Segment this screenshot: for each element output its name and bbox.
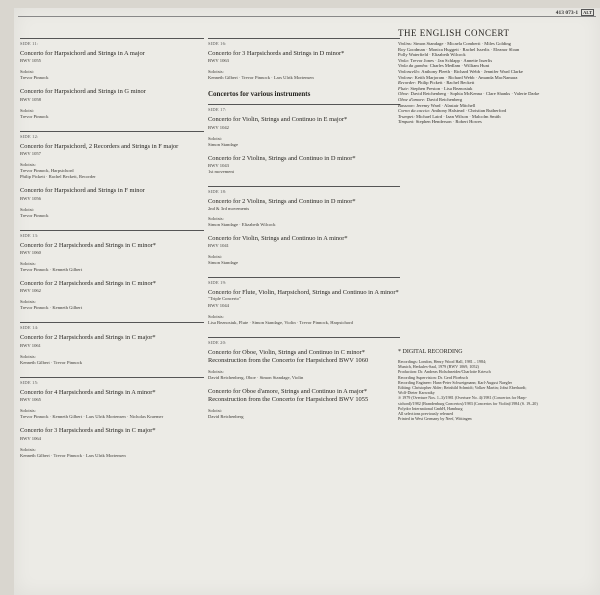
column-left xyxy=(20,34,204,459)
side-label: SIDE 18: xyxy=(208,189,227,195)
side-label: SIDE 11: xyxy=(20,41,39,46)
soloists: Trevor Pinnock xyxy=(20,212,49,218)
side-block xyxy=(20,230,204,319)
ensemble-title: THE ENGLISH CONCERT xyxy=(398,28,510,38)
side-block xyxy=(208,104,400,182)
roster-line: Violins: Simon Standage · Micaela Comberti · Miles Golding xyxy=(398,41,511,46)
soloists-label: Soloist: xyxy=(208,408,223,414)
soloists-label: Soloists: xyxy=(20,353,36,359)
soloists-label: Soloists: xyxy=(20,446,36,452)
work-title: Concerto for 2 Harpsichords and Strings in C major* xyxy=(20,334,156,342)
work-title: Concerto for Harpsichord and Strings in A major xyxy=(20,50,145,57)
soloists: David Reichenberg, Oboe · Simon Standage, Violin xyxy=(208,375,304,381)
soloists: Trevor Pinnock · Kenneth Gilbert · Lars Ulrik Mortensen · Nicholas Kraemer xyxy=(20,414,164,420)
work-title: Concerto for 3 Harpsichords and Strings in D minor* xyxy=(208,50,345,57)
work-title: Concerto for Violin, Strings and Continuo in E major* xyxy=(208,116,348,124)
side-block xyxy=(20,377,204,459)
credits xyxy=(398,359,598,421)
soloists-label: Soloists: xyxy=(208,215,224,221)
column-right xyxy=(398,28,598,421)
work-title: Concerto for 2 Violins, Strings and Continuo in D minor* xyxy=(208,154,356,162)
roster-line: Viola: Trevor Jones · Jan Schlapp · Annette Isserlis xyxy=(398,57,493,63)
top-rule xyxy=(18,16,596,17)
soloists-label: Soloists: xyxy=(208,314,224,320)
column-middle xyxy=(208,34,400,420)
side-block xyxy=(20,38,204,127)
bwv-number: BWV 1041 xyxy=(208,243,229,249)
side-block xyxy=(20,322,204,372)
soloists: David Reichenberg xyxy=(208,414,244,420)
bwv-number: BWV 1056 xyxy=(20,195,41,201)
reconstruction-note: Reconstruction from the Concerto for Harpsichord BWV 1055 xyxy=(208,395,369,403)
work-title: Concerto for 4 Harpsichords and Strings in A minor* xyxy=(20,388,156,396)
soloists-label: Soloists: xyxy=(208,69,224,75)
roster-line: Violone: Keith Marjoram · Richard Webb · Amanda MacNamara xyxy=(398,74,518,80)
credit-line: Recordings: London, Henry Wood Hall, 1981 – 1984; xyxy=(398,358,487,364)
side-block xyxy=(208,186,400,273)
soloists: Kenneth Gilbert · Trevor Pinnock · Lars Ulrik Mortensen xyxy=(20,452,126,458)
roster-line: Corno da caccia: Anthony Halstead · Christian Rutherford xyxy=(398,108,507,114)
soloists-label: Soloists: xyxy=(20,162,36,168)
credit-line: Recording Supervision: Dr. Gerd Ploebsch xyxy=(398,374,468,380)
catalog-badge: ALT xyxy=(583,10,592,15)
soloists: Trevor Pinnock · Kenneth Gilbert xyxy=(20,267,83,273)
work-title: Concerto for Oboe d'amore, Strings and Continuo in A major* xyxy=(208,388,368,396)
work-title: Concerto for Flute, Violin, Harpsichord, Strings and Continuo in A minor* xyxy=(208,289,399,297)
work-subtitle: "Triple Concerto" xyxy=(208,296,241,302)
roster-line: Timpani: Stephen Henderson · Robert Howes xyxy=(398,119,482,125)
soloists-label: Soloists: xyxy=(208,369,224,375)
digital-recording-label: * DIGITAL RECORDING xyxy=(398,348,463,355)
soloists: Trevor Pinnock xyxy=(20,75,49,81)
work-title: Concerto for 2 Harpsichords and Strings in C minor* xyxy=(20,280,156,288)
bwv-number: BWV 1042 xyxy=(208,124,229,130)
bwv-number: BWV 1062 xyxy=(20,288,41,294)
credit-line: All selections previously released xyxy=(398,410,454,416)
section-heading: Concertos for various instruments xyxy=(208,90,311,99)
soloists: Simon Standage xyxy=(208,260,238,266)
work-title: Concerto for 3 Harpsichords and Strings in C major* xyxy=(20,427,156,435)
soloists-label: Soloist: xyxy=(208,135,223,141)
roster-line: Violoncello: Anthony Pleeth · Richard Webb · Jennifer Ward Clarke xyxy=(398,68,523,74)
roster-line: Oboe: David Reichenberg · Sophia McKenna · Clare Shanks · Valerie Darke xyxy=(398,91,540,97)
movement-note: 1st movement xyxy=(208,169,234,175)
side-block xyxy=(208,277,400,333)
bwv-number: BWV 1064 xyxy=(20,435,41,441)
soloists: Philip Pickett · Rachel Beckett, Recorder xyxy=(20,174,96,180)
credit-line: sichord)/1982 (Brandenburg Concertos)/1983 (Concertos for Violin)/1984 (S. 19–20) xyxy=(398,400,538,406)
roster-line: Bassoon: Jeremy Ward · Alastair Mitchell xyxy=(398,102,476,108)
credit-line: Recording Engineer: Hans-Peter Schweigmann; Karl-August Naegler xyxy=(398,379,513,385)
side-label: SIDE 14: xyxy=(20,325,39,331)
roster xyxy=(398,41,598,125)
work-title: Concerto for Harpsichord and Strings in F minor xyxy=(20,187,145,195)
side-block xyxy=(208,38,400,81)
credit-line: Munich, Herkules-Saal, 1979 (BWV 1069, 1052) xyxy=(398,364,479,370)
soloists: Simon Standage · Elizabeth Wilcock xyxy=(208,221,276,227)
credit-line: Printed in West Germany by Neef, Wittingen xyxy=(398,416,472,422)
side-label: SIDE 17: xyxy=(208,107,227,113)
credit-line: Production: Dr. Andreas Holschneider/Charlotte Kriesch xyxy=(398,369,491,375)
side-block xyxy=(20,131,204,226)
soloists: Lisa Beznosiuk, Flute · Simon Standage, Violin · Trevor Pinnock, Harpsichord xyxy=(208,320,353,326)
side-label: SIDE 20: xyxy=(208,340,227,346)
soloists-label: Soloist: xyxy=(20,107,35,113)
work-title: Concerto for Oboe, Violin, Strings and Continuo in C minor* xyxy=(208,349,365,357)
reconstruction-note: Reconstruction from the Concerto for Harpsichord BWV 1060 xyxy=(208,356,369,364)
roster-line: Flute: Stephen Preston · Lisa Beznosiuk xyxy=(398,85,473,91)
bwv-number: BWV 1055 xyxy=(20,58,41,64)
bwv-number: BWV 1065 xyxy=(20,397,41,403)
bwv-number: BWV 1057 xyxy=(20,151,41,157)
bwv-number: BWV 1043 xyxy=(208,163,229,169)
movement-note: 2nd & 3rd movements xyxy=(208,205,250,211)
bwv-number: BWV 1058 xyxy=(20,96,41,102)
side-label: SIDE 19: xyxy=(208,280,227,286)
soloists-label: Soloist: xyxy=(20,206,35,212)
credit-line: ℗ 1979 (Overture Nos. 1–3)/1981 (Overture No. 4)/1981 (Concertos for Harp- xyxy=(398,395,527,401)
roster-line: Recorder: Philip Pickett · Rachel Beckett xyxy=(398,80,475,86)
catalog-number: 413 073-1 ALT xyxy=(555,10,592,16)
roster-line: Viola da gamba: Charles Medlam · William Hunt xyxy=(398,63,490,69)
credit-line: Wolf-Dieter Karwatky xyxy=(398,390,435,396)
roster-line: Polly Waterfield · Elizabeth Wilcock xyxy=(398,52,466,58)
side-label: SIDE 13: xyxy=(20,232,39,238)
soloists-label: Soloist: xyxy=(20,69,35,75)
credit-line: Polydor International GmbH, Hamburg xyxy=(398,405,463,411)
roster-line: Trumpet: Michael Laird · Iaan Wilson · Malcolm Smith xyxy=(398,113,501,119)
bwv-number: BWV 1060 xyxy=(20,250,41,256)
bwv-number: BWV 1063 xyxy=(208,58,229,64)
album-insert-page xyxy=(14,8,600,595)
soloists: Trevor Pinnock, Harpsichord xyxy=(20,168,74,174)
soloists: Simon Standage xyxy=(208,141,238,147)
soloists: Trevor Pinnock · Kenneth Gilbert xyxy=(20,305,83,311)
work-title: Concerto for Harpsichord, 2 Recorders and Strings in F major xyxy=(20,142,179,150)
side-label: SIDE 15: xyxy=(20,379,39,385)
roster-line: Roy Goodman · Monica Huggett · Rachel Isserlis · Eleanor Sloan xyxy=(398,46,520,52)
work-title: Concerto for 2 Harpsichords and Strings in C minor* xyxy=(20,241,156,249)
bwv-number: BWV 1044 xyxy=(208,303,229,309)
soloists-label: Soloist: xyxy=(208,254,223,260)
soloists-label: Soloists: xyxy=(20,299,36,305)
soloists: Kenneth Gilbert · Trevor Pinnock xyxy=(20,359,83,365)
soloists-label: Soloists: xyxy=(20,408,36,414)
side-label: SIDE 12: xyxy=(20,133,39,139)
soloists-label: Soloists: xyxy=(20,261,36,267)
side-label: SIDE 16: xyxy=(208,41,227,46)
soloists: Kenneth Gilbert · Trevor Pinnock · Lars Ulrik Mortensen xyxy=(208,75,314,81)
credit-line: Editing: Christopher Alder; Reinhild Schmidt; Volker Martin; Jobst Eberhardt; xyxy=(398,384,527,390)
side-block xyxy=(208,337,400,420)
work-title: Concerto for 2 Violins, Strings and Continuo in D minor* xyxy=(208,198,356,206)
soloists: Trevor Pinnock xyxy=(20,113,49,119)
bwv-number: BWV 1061 xyxy=(20,342,41,348)
work-title: Concerto for Violin, Strings and Continuo in A minor* xyxy=(208,234,348,242)
roster-line: Oboe d'amore: David Reichenberg xyxy=(398,96,463,102)
work-title: Concerto for Harpsichord and Strings in G minor xyxy=(20,88,146,96)
